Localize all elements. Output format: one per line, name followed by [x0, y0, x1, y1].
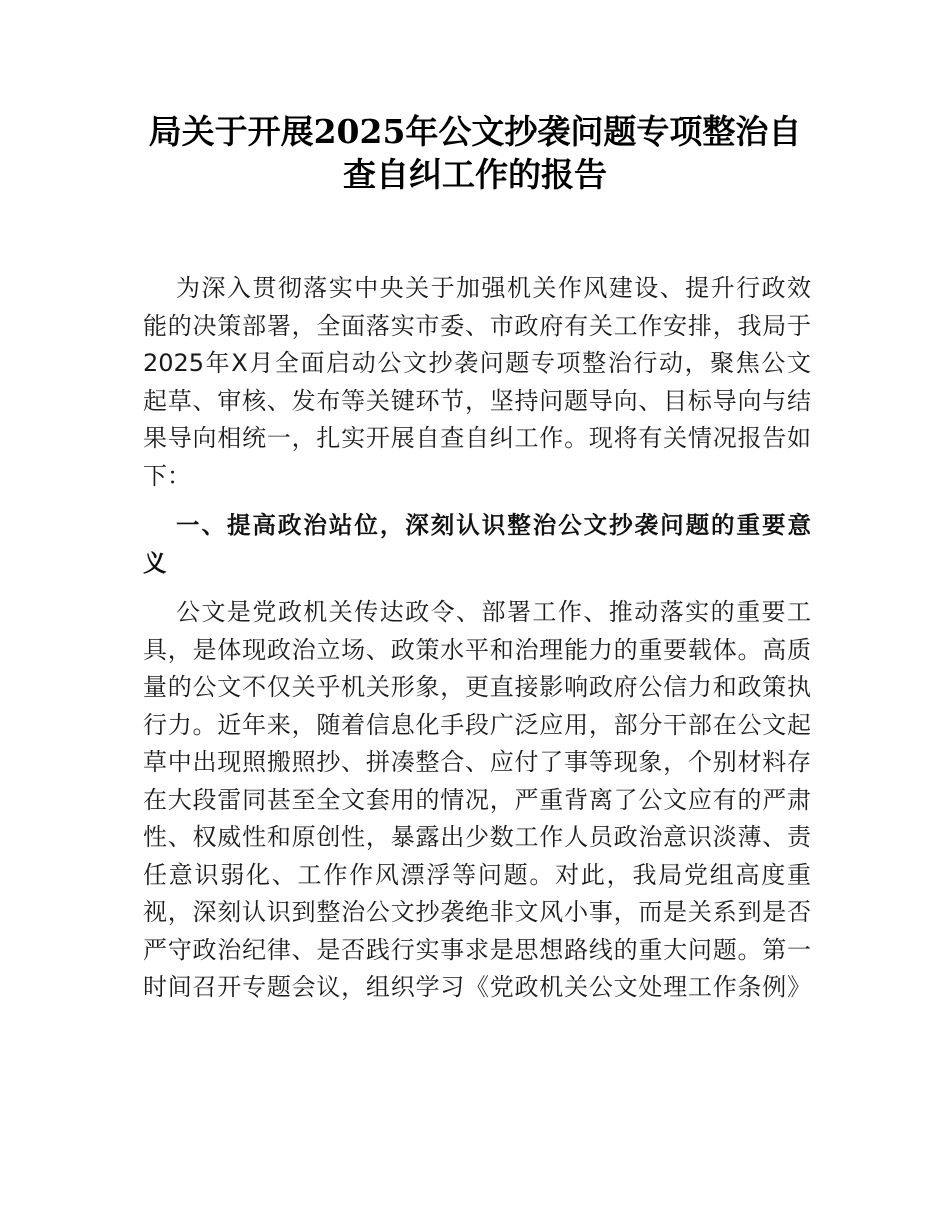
heading-line: 义 [143, 548, 167, 577]
spacer [143, 582, 811, 594]
paragraph-line: 果导向相统一，扎实开展自查自纠工作。现将有关情况报告如 [143, 424, 811, 452]
intro-paragraph [143, 270, 811, 495]
paragraph-line: 视，深刻认识到整治公文抄袭绝非文风小事，而是关系到是否 [143, 898, 811, 926]
paragraph-line: 任意识弱化、工作作风漂浮等问题。对此，我局党组高度重 [143, 860, 811, 889]
spacer [143, 495, 811, 507]
document-title [130, 110, 820, 196]
title-line-1: 局关于开展2025年公文抄袭问题专项整治自 [148, 112, 802, 151]
paragraph-line: 在大段雷同甚至全文套用的情况，严重背离了公文应有的严肃 [143, 785, 811, 814]
section-1-heading [143, 507, 811, 582]
paragraph-line: 能的决策部署，全面落实市委、市政府有关工作安排，我局于 [143, 311, 811, 340]
paragraph-line: 具，是体现政治立场、政策水平和治理能力的重要载体。高质 [143, 635, 811, 664]
paragraph-line: 起草、审核、发布等关键环节，坚持问题导向、目标导向与结 [143, 386, 811, 415]
paragraph-line: 量的公文不仅关乎机关形象，更直接影响政府公信力和政策执 [143, 673, 811, 701]
section-1-paragraph [143, 594, 811, 1007]
paragraph-line: 下： [143, 461, 191, 490]
heading-line: 一、提高政治站位，深刻认识整治公文抄袭问题的重要意 [176, 511, 811, 539]
document-body [143, 270, 811, 1007]
paragraph-line: 时间召开专题会议，组织学习《党政机关公文处理工作条例》 [143, 973, 811, 1001]
paragraph-line: 性、权威性和原创性，暴露出少数工作人员政治意识淡薄、责 [143, 823, 811, 851]
paragraph-line: 行力。近年来，随着信息化手段广泛应用，部分干部在公文起 [143, 710, 811, 739]
paragraph-line: 严守政治纪律、是否践行实事求是思想路线的重大问题。第一 [143, 935, 811, 964]
paragraph-line: 为深入贯彻落实中央关于加强机关作风建设、提升行政效 [176, 274, 811, 302]
paragraph-line: 公文是党政机关传达政令、部署工作、推动落实的重要工 [176, 598, 811, 626]
title-line-2: 查自纠工作的报告 [343, 155, 607, 194]
paragraph-line: 2025年X月全面启动公文抄袭问题专项整治行动，聚焦公文 [143, 349, 811, 377]
paragraph-line: 草中出现照搬照抄、拼凑整合、应付了事等现象，个别材料存 [143, 748, 811, 776]
